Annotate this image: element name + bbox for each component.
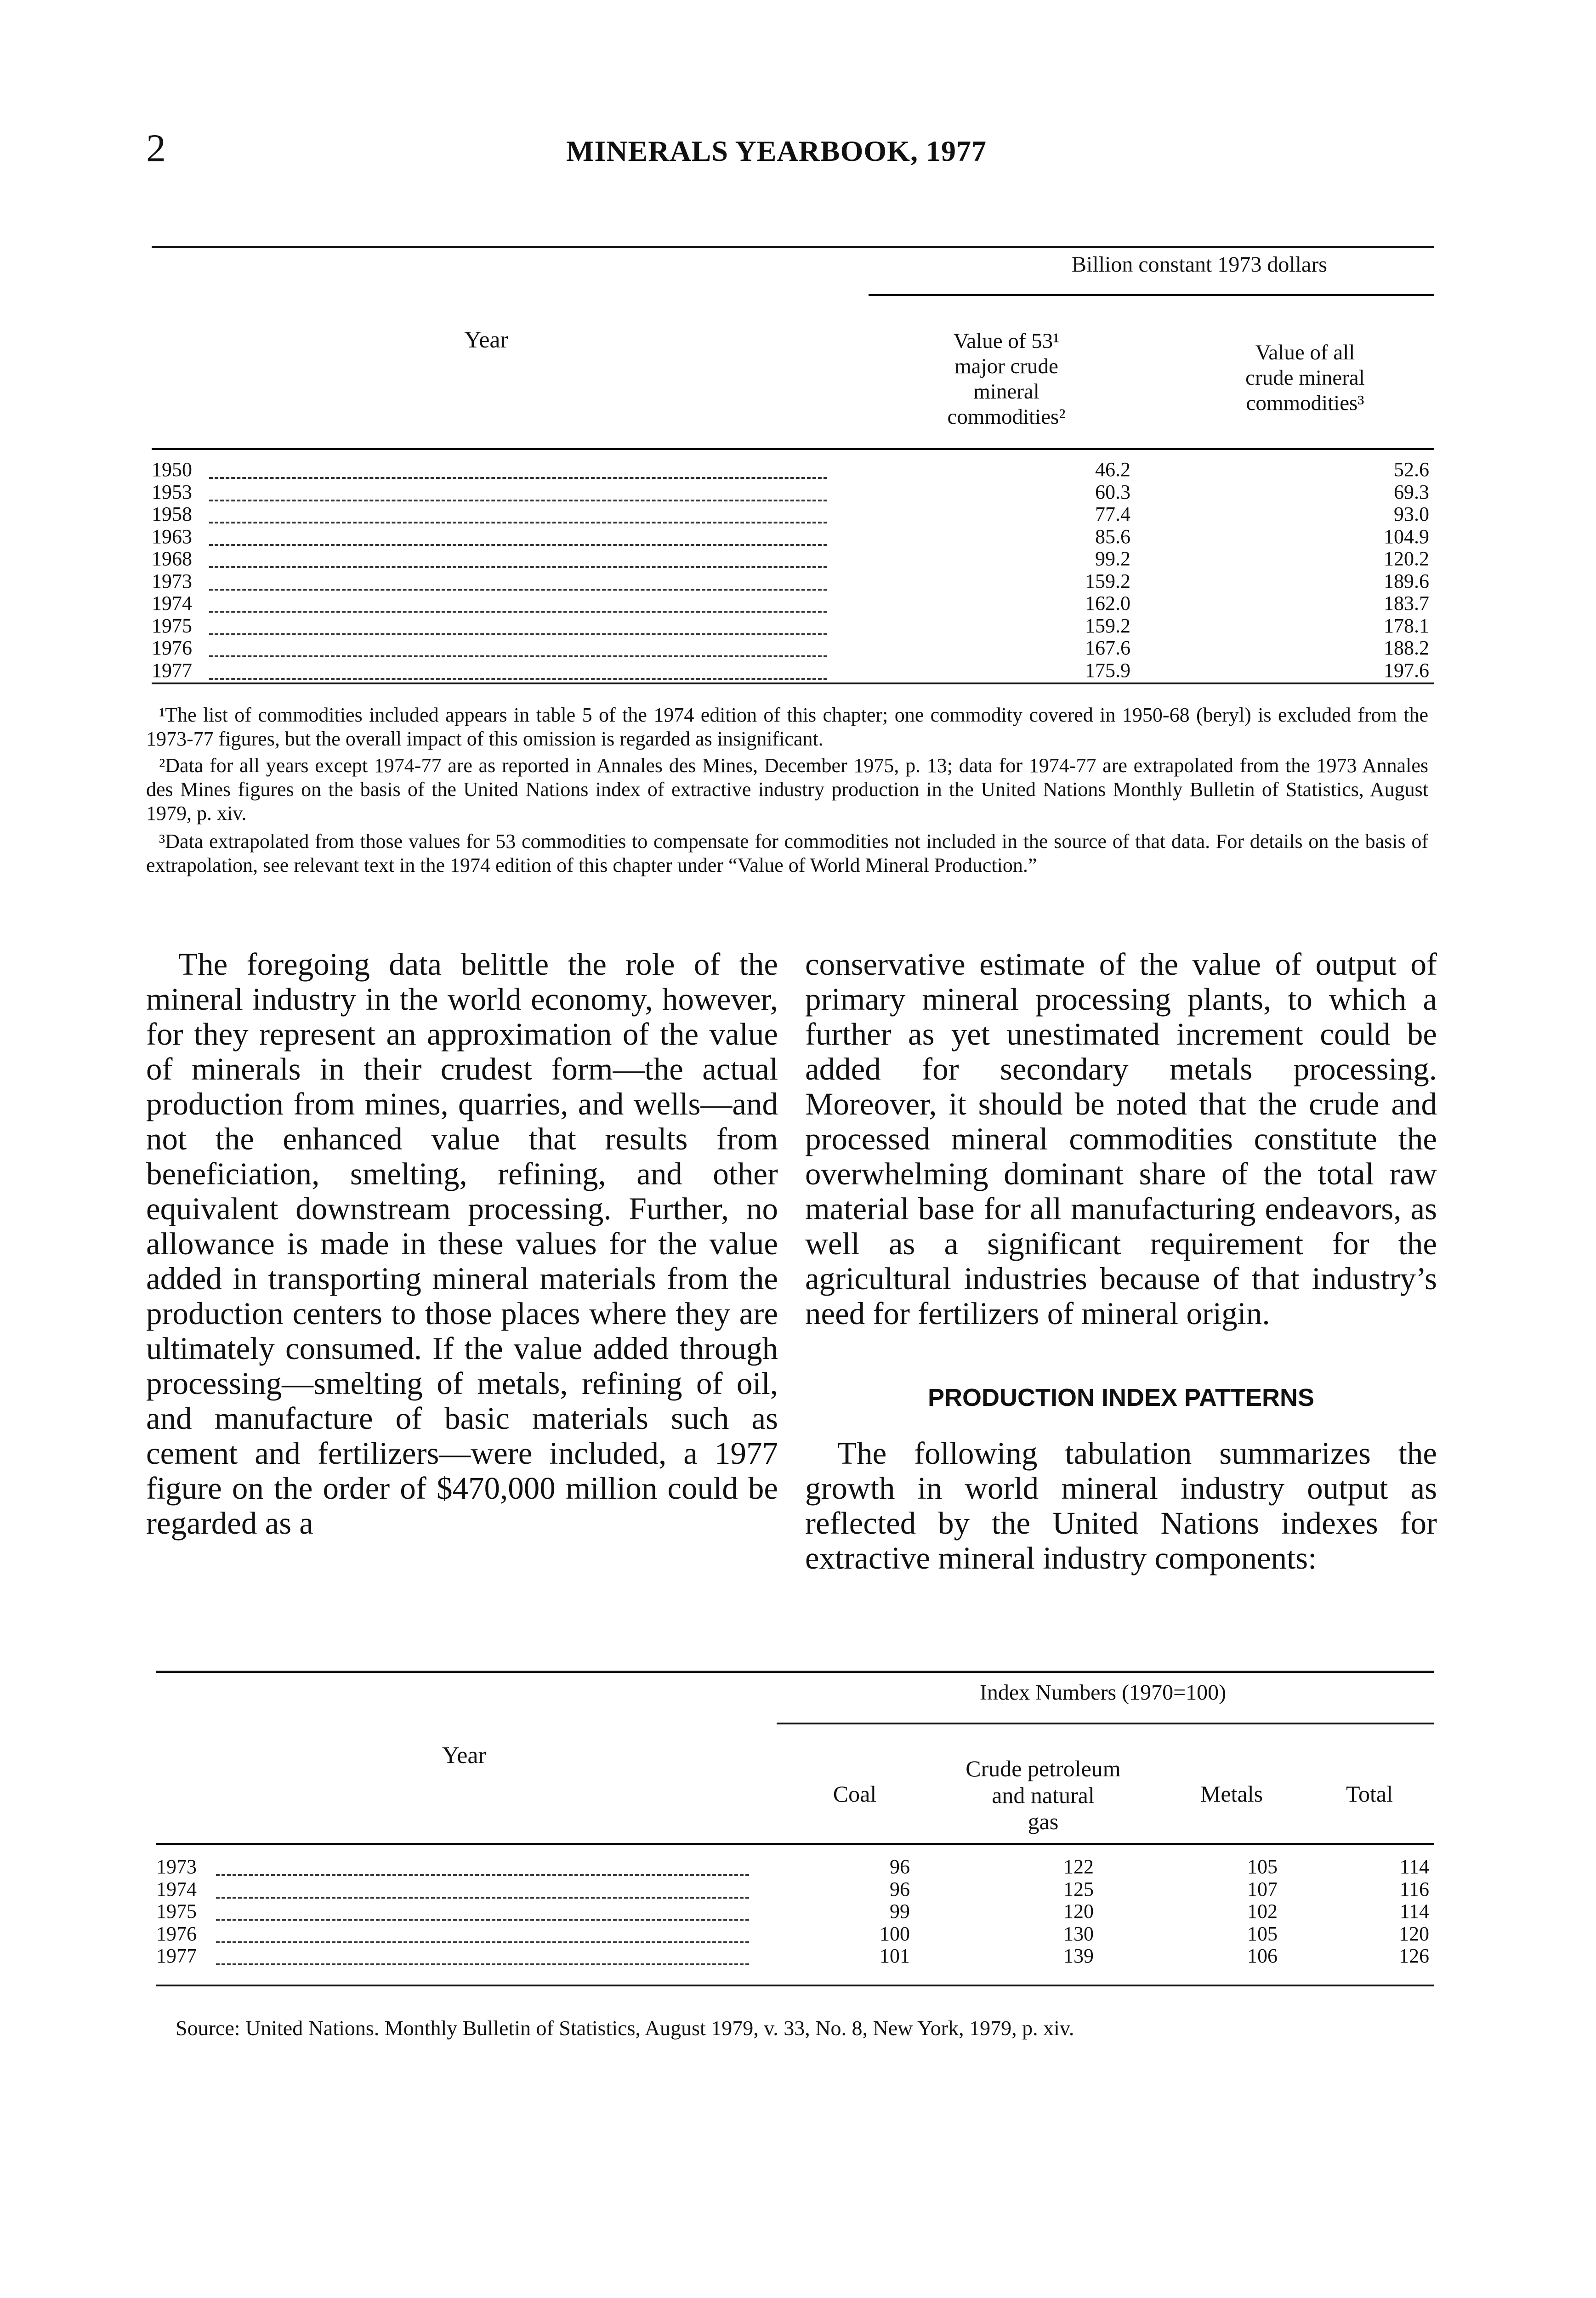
table1-value53-cell: 167.6 xyxy=(1085,637,1130,659)
section-heading: PRODUCTION INDEX PATTERNS xyxy=(927,1384,1315,1411)
table1-value53-cell: 159.2 xyxy=(1085,569,1130,592)
table2-total-cell: 120 xyxy=(1399,1922,1429,1945)
table1-col1-header: Value of 53¹ major crude mineral commodities² xyxy=(947,329,1066,429)
table1-value53-cell: 162.0 xyxy=(1085,592,1130,614)
table1-valueall-cell: 188.2 xyxy=(1384,637,1429,659)
table1-valueall-cell: 69.3 xyxy=(1394,480,1429,503)
table1-row xyxy=(0,638,1596,660)
table2-row xyxy=(0,1901,1596,1923)
table2-metals-cell: 107 xyxy=(1247,1877,1278,1900)
table2-year-cell: 1974 xyxy=(156,1877,197,1900)
footnote-3: ³Data extrapolated from those values for 53 commodities to compensate for commodities not included in the source of that data. For details on the basis of extrapolation, see relevant text in the 1974 edition of this chapter under “Value of World Mineral Production.” xyxy=(146,830,1428,876)
body-right-column: conservative estimate of the value of output of primary mineral processing plants, to which a further as yet unestimated increment could be added for secondary metals processing. Moreover, it should be noted that the crude and processed mineral commodities constitute the overwhelming dominant share of the total raw material base for all manufacturing endeavors, as well as a significant requirement for the agricultural industries because of that industry’s need for fertilizers of mineral origin. xyxy=(805,947,1437,1331)
leader-dots xyxy=(209,522,827,523)
table1-year-cell: 1973 xyxy=(152,569,192,592)
table2-coal-cell: 99 xyxy=(890,1900,910,1923)
table1-valueall-cell: 189.6 xyxy=(1384,569,1429,592)
leader-dots xyxy=(216,1941,749,1943)
table1-row xyxy=(0,571,1596,593)
table1-row xyxy=(0,460,1596,482)
table1-value53-cell: 46.2 xyxy=(1095,458,1130,481)
table1-row xyxy=(0,660,1596,683)
table1-year-cell: 1963 xyxy=(152,525,192,548)
table1-year-cell: 1976 xyxy=(152,637,192,659)
table1-row xyxy=(0,593,1596,615)
table1-col2-header: Value of all crude mineral commodities³ xyxy=(1245,341,1365,415)
table2-coal-cell: 100 xyxy=(880,1922,910,1945)
table2-petroleum-cell: 122 xyxy=(1063,1855,1094,1878)
table2-total-cell: 126 xyxy=(1399,1945,1429,1967)
table2-petroleum-cell: 130 xyxy=(1063,1922,1094,1945)
table2-units-rule xyxy=(777,1723,1434,1724)
leader-dots xyxy=(209,566,827,568)
table1-value53-cell: 60.3 xyxy=(1095,480,1130,503)
table1-valueall-cell: 52.6 xyxy=(1394,458,1429,481)
table1-value53-cell: 85.6 xyxy=(1095,525,1130,548)
leader-dots xyxy=(216,1897,749,1899)
leader-dots xyxy=(209,477,827,479)
leader-dots xyxy=(216,1919,749,1921)
table1-valueall-cell: 104.9 xyxy=(1384,525,1429,548)
table2-coal-header: Coal xyxy=(833,1781,877,1807)
table1-valueall-cell: 178.1 xyxy=(1384,614,1429,637)
table1-year-cell: 1950 xyxy=(152,458,192,481)
leader-dots xyxy=(209,611,827,613)
table2-petroleum-cell: 139 xyxy=(1063,1945,1094,1967)
table1-bottom-rule xyxy=(152,683,1434,684)
body-left-column: The foregoing data belittle the role of the mineral industry in the world economy, however, for they represent an approximation of the value of minerals in their crudest form—the actual production from mines, quarries, and wells—and not the enhanced value that results from beneficiation, smelting, refining, and other equivalent downstream processing. Further, no allowance is made in these values for the value added in transporting mineral materials from the production centers to those places where they are ultimately consumed. If the value added through processing—smelting of metals, refining of oil, and manufacture of basic materials such as cement and fertilizers—were included, a 1977 figure on the order of $470,000 million could be regarded as a xyxy=(146,947,778,1541)
table2-metals-cell: 102 xyxy=(1247,1900,1278,1923)
page-number: 2 xyxy=(146,126,166,170)
table1-units-label: Billion constant 1973 dollars xyxy=(1072,252,1327,277)
table2-year-header: Year xyxy=(442,1742,486,1769)
leader-dots xyxy=(209,544,827,546)
table1-year-cell: 1977 xyxy=(152,659,192,682)
table1-year-header: Year xyxy=(464,327,508,353)
table2-source: Source: United Nations. Monthly Bulletin of Statistics, August 1979, v. 33, No. 8, New York, 1979, p. xiv. xyxy=(176,2016,1074,2040)
table1-year-cell: 1968 xyxy=(152,547,192,570)
table1-row xyxy=(0,527,1596,549)
table2-row xyxy=(0,1857,1596,1879)
table2-year-cell: 1973 xyxy=(156,1855,197,1878)
leader-dots xyxy=(216,1874,749,1876)
table2-coal-cell: 101 xyxy=(880,1945,910,1967)
table1-year-cell: 1953 xyxy=(152,480,192,503)
table1-header-rule xyxy=(152,448,1434,450)
table2-metals-cell: 105 xyxy=(1247,1855,1278,1878)
table2-row xyxy=(0,1946,1596,1968)
leader-dots xyxy=(209,500,827,501)
table2-metals-cell: 105 xyxy=(1247,1922,1278,1945)
table2-row xyxy=(0,1879,1596,1901)
table2-row xyxy=(0,1924,1596,1946)
table1-row xyxy=(0,504,1596,526)
table1-value53-cell: 175.9 xyxy=(1085,659,1130,682)
table2-total-cell: 116 xyxy=(1399,1877,1429,1900)
table1-valueall-cell: 197.6 xyxy=(1384,659,1429,682)
table2-bottom-rule xyxy=(156,1985,1434,1986)
table2-year-cell: 1976 xyxy=(156,1922,197,1945)
table1-units-rule xyxy=(869,294,1434,296)
leader-dots xyxy=(216,1963,749,1965)
body-right-column-2: The following tabulation summarizes the growth in world mineral industry output as reflected by the United Nations indexes for extractive mineral industry components: xyxy=(805,1436,1437,1576)
table1-year-cell: 1974 xyxy=(152,592,192,614)
table2-metals-cell: 106 xyxy=(1247,1945,1278,1967)
table1-row xyxy=(0,616,1596,638)
table2-petroleum-cell: 120 xyxy=(1063,1900,1094,1923)
table1-value53-cell: 77.4 xyxy=(1095,503,1130,525)
table2-petroleum-cell: 125 xyxy=(1063,1877,1094,1900)
table1-year-cell: 1975 xyxy=(152,614,192,637)
table1-valueall-cell: 120.2 xyxy=(1384,547,1429,570)
leader-dots xyxy=(209,655,827,657)
table2-year-cell: 1977 xyxy=(156,1945,197,1967)
table2-header-rule xyxy=(156,1843,1434,1845)
table1-valueall-cell: 183.7 xyxy=(1384,592,1429,614)
table2-top-rule xyxy=(156,1671,1434,1673)
table1-valueall-cell: 93.0 xyxy=(1394,503,1429,525)
table2-year-cell: 1975 xyxy=(156,1900,197,1923)
leader-dots xyxy=(209,678,827,680)
table2-petroleum-header: Crude petroleum and natural gas xyxy=(966,1756,1121,1834)
leader-dots xyxy=(209,633,827,635)
table2-units-label: Index Numbers (1970=100) xyxy=(979,1680,1227,1705)
leader-dots xyxy=(209,589,827,591)
table2-coal-cell: 96 xyxy=(890,1877,910,1900)
table1-row xyxy=(0,549,1596,571)
table1-value53-cell: 99.2 xyxy=(1095,547,1130,570)
table2-total-cell: 114 xyxy=(1399,1855,1429,1878)
footnote-1: ¹The list of commodities included appears in table 5 of the 1974 edition of this chapter; one commodity covered in 1950-68 (beryl) is excluded from the 1973-77 figures, but the overall impact of this omission is regarded as insignificant. xyxy=(146,704,1428,750)
table2-coal-cell: 96 xyxy=(890,1855,910,1878)
table1-top-rule xyxy=(152,246,1434,248)
table2-total-cell: 114 xyxy=(1399,1900,1429,1923)
table1-row xyxy=(0,482,1596,504)
footnote-2: ²Data for all years except 1974-77 are as reported in Annales des Mines, December 1975, p. 13; data for 1974-77 are extrapolated from the 1973 Annales des Mines figures on the basis of the United Nations index of extractive industry production in the United Nations Monthly Bulletin of Statistics, August 1979, p. xiv. xyxy=(146,754,1428,825)
running-title: MINERALS YEARBOOK, 1977 xyxy=(566,135,987,167)
table2-total-header: Total xyxy=(1346,1781,1393,1807)
table1-year-cell: 1958 xyxy=(152,503,192,525)
table2-metals-header: Metals xyxy=(1200,1781,1263,1807)
table1-value53-cell: 159.2 xyxy=(1085,614,1130,637)
